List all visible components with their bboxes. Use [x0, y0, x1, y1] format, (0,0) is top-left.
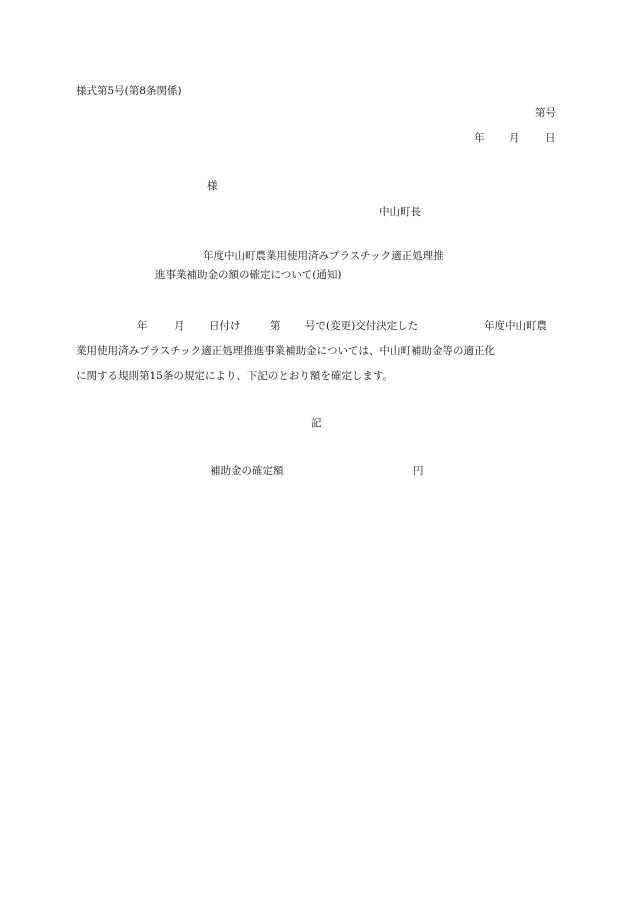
body-year: 年	[137, 320, 148, 332]
body-fiscal-year: 年度中山町農	[484, 320, 547, 332]
date-month: 月	[509, 132, 520, 144]
body-month: 月	[174, 320, 185, 332]
body-dai: 第	[270, 320, 281, 332]
document-number: 第号	[535, 107, 556, 119]
title-line-1: 年度中山町農業用使用済みプラスチック適正処理推	[203, 250, 444, 262]
amount-label: 補助金の確定額	[210, 465, 284, 477]
body-line-2: 業用使用済みプラスチック適正処理推進事業補助金については、中山町補助金等の適正化	[76, 345, 495, 357]
body-line-3: に関する規則第15条の規定により、下記のとおり額を確定します。	[76, 370, 394, 382]
amount-unit: 円	[413, 465, 424, 477]
date-day: 日	[545, 132, 556, 144]
body-date-suffix: 日付け	[209, 320, 241, 332]
title-line-2: 進事業補助金の額の確定について(通知)	[155, 269, 342, 281]
form-label: 様式第5号(第8条関係)	[76, 85, 182, 97]
body-decision: 号で(変更)交付決定した	[305, 320, 419, 332]
ki-heading: 記	[311, 417, 322, 429]
date-year: 年	[474, 132, 485, 144]
sender-name: 中山町長	[379, 206, 421, 218]
addressee-suffix: 様	[207, 180, 218, 192]
